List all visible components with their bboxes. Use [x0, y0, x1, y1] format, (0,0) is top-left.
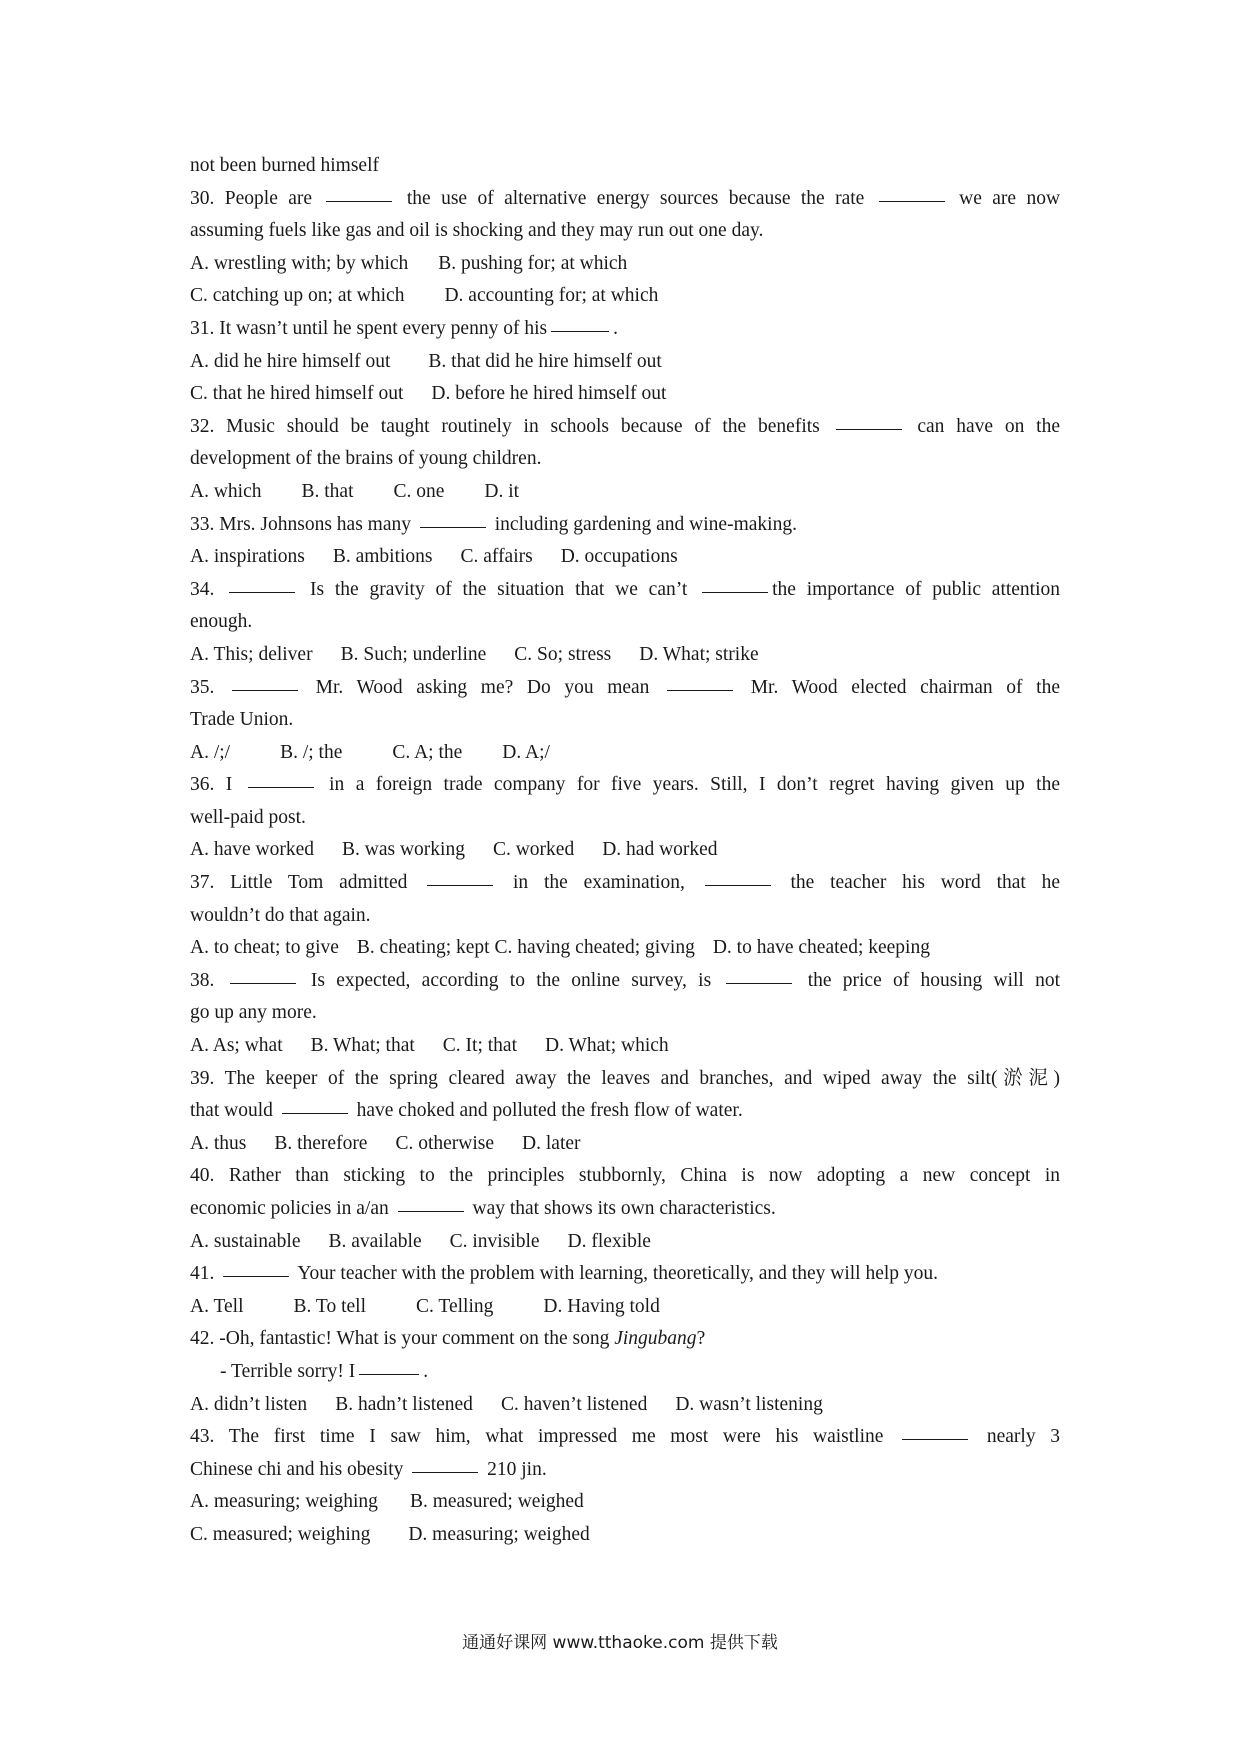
q35-option-b: B. /; the — [280, 741, 343, 763]
q42-option-d: D. wasn’t listening — [675, 1393, 823, 1415]
q40-option-a: A. sustainable — [190, 1230, 301, 1252]
q38-stem-line2 — [190, 997, 1060, 1030]
q39-stem-line2 — [190, 1095, 1060, 1128]
q42-stem-2: - Terrible sorry! I — [220, 1360, 356, 1382]
q40-option-d: D. flexible — [567, 1230, 651, 1252]
q35-stem-line2 — [190, 704, 1060, 737]
q31-option-d: D. before he hired himself out — [431, 383, 667, 405]
q43-stem-line2 — [190, 1454, 1060, 1487]
q43-stem-3: Chinese chi and his obesity — [190, 1458, 404, 1480]
q33-options — [190, 541, 1060, 574]
q39-option-b: B. therefore — [274, 1132, 368, 1154]
q43-stem-4: 210 jin. — [487, 1458, 547, 1480]
answer-blank — [836, 428, 902, 430]
q35-stem-2: Mr. Wood asking me? Do you mean — [315, 676, 650, 698]
q30-stem-line2 — [190, 215, 1060, 248]
q42-options — [190, 1389, 1060, 1422]
q30-stem-3: we are now — [959, 187, 1060, 209]
q40-option-c: C. invisible — [449, 1230, 540, 1252]
q38-options — [190, 1030, 1060, 1063]
q33-option-b: B. ambitions — [332, 546, 433, 568]
q38-stem-3: the price of housing will not — [807, 969, 1060, 991]
q38-stem-1: 38. — [190, 969, 215, 991]
q40-stem-line2 — [190, 1193, 1060, 1226]
q35-stem-3: Mr. Wood elected chairman of the — [750, 676, 1060, 698]
q32-stem-line2 — [190, 443, 1060, 476]
q39-options — [190, 1128, 1060, 1161]
q43-stem-1: 43. The first time I saw him, what impressed me most were his waistline — [190, 1426, 884, 1448]
q40-stem-1: 40. Rather than sticking to the principles stubbornly, China is now adopting a new concept in — [190, 1165, 1060, 1187]
q35-options — [190, 737, 1060, 770]
q42-question-mark: ? — [696, 1328, 706, 1350]
q41-option-d: D. Having told — [543, 1295, 660, 1317]
q36-option-b: B. was working — [342, 839, 465, 861]
question-40 — [190, 1160, 1060, 1193]
question-41 — [190, 1258, 1060, 1291]
q32-options — [190, 476, 1060, 509]
q35-option-d: D. A;/ — [502, 741, 550, 763]
question-32 — [190, 411, 1060, 444]
q37-stem-3: the teacher his word that he — [790, 872, 1060, 894]
question-31: 31. It wasn’t until he spent every penny of his . — [190, 317, 618, 339]
q43-stem-2: nearly 3 — [986, 1426, 1060, 1448]
q41-option-a: A. Tell — [190, 1295, 244, 1317]
q37-stem-4: wouldn’t do that again. — [190, 904, 371, 926]
q42-reply: - Terrible sorry! I . — [220, 1360, 429, 1382]
q36-stem-3: well-paid post. — [190, 806, 306, 828]
q39-stem-1: 39. The keeper of the spring cleared away the leaves and branches, and wiped away the silt(淤泥) — [190, 1067, 1060, 1089]
q34-stem-2: Is the gravity of the situation that we can’t — [309, 578, 688, 600]
answer-blank — [359, 1373, 419, 1375]
q34-options — [190, 639, 1060, 672]
question-39 — [190, 1063, 1060, 1096]
q38-stem-2: Is expected, according to the online survey, is — [310, 969, 712, 991]
answer-blank — [230, 982, 296, 984]
answer-blank — [229, 591, 295, 593]
q43-options-row1 — [190, 1486, 1060, 1519]
question-36 — [190, 769, 1060, 802]
q30-option-b: B. pushing for; at which — [438, 252, 628, 274]
question-33 — [190, 509, 1060, 542]
question-34 — [190, 574, 1060, 607]
answer-blank — [398, 1210, 464, 1212]
q42-option-a: A. didn’t listen — [190, 1393, 308, 1415]
answer-blank — [420, 526, 486, 528]
q34-option-b: B. Such; underline — [340, 643, 487, 665]
answer-blank — [326, 200, 392, 202]
q39-stem-3: have choked and polluted the fresh flow of water. — [356, 1100, 743, 1122]
q37-stem-1: 37. Little Tom admitted — [190, 872, 408, 894]
q38-option-d: D. What; which — [545, 1035, 669, 1057]
q33-option-a: A. inspirations — [190, 546, 305, 568]
q36-option-a: A. have worked — [190, 839, 314, 861]
answer-blank — [702, 591, 768, 593]
q42-option-c: C. haven’t listened — [500, 1393, 648, 1415]
q43-option-c: C. measured; weighing — [190, 1523, 371, 1545]
q32-option-a: A. which — [190, 480, 262, 502]
q33-option-c: C. affairs — [460, 546, 533, 568]
q40-stem-3: way that shows its own characteristics. — [472, 1198, 776, 1219]
q31-option-b: B. that did he hire himself out — [428, 350, 662, 372]
q31-stem: 31. It wasn’t until he spent every penny of his — [190, 317, 548, 339]
q38-option-c: C. It; that — [442, 1035, 517, 1057]
q36-stem-2: in a foreign trade company for five years. Still, I don’t regret having given up the — [329, 774, 1060, 796]
q34-stem-1: 34. — [190, 578, 215, 600]
q32-option-d: D. it — [484, 480, 520, 502]
question-30 — [190, 183, 1060, 216]
page-footer: 通通好课网 www.tthaoke.com 提供下载 — [462, 1633, 778, 1653]
q32-option-c: C. one — [393, 480, 445, 502]
q35-option-a: A. /;/ — [190, 741, 231, 763]
answer-blank — [705, 884, 771, 886]
q32-option-b: B. that — [301, 480, 354, 502]
q42-song-title: Jingubang — [614, 1328, 697, 1350]
q34-option-d: D. What; strike — [639, 643, 759, 665]
q37-option-a: A. to cheat; to give — [190, 937, 339, 959]
q31-option-c: C. that he hired himself out — [190, 383, 404, 405]
q40-option-b: B. available — [328, 1230, 422, 1252]
q36-option-d: D. had worked — [602, 839, 718, 861]
q32-stem-1: 32. Music should be taught routinely in schools because of the benefits — [190, 415, 820, 437]
answer-blank — [282, 1112, 348, 1114]
q41-option-b: B. To tell — [293, 1295, 367, 1317]
q36-options — [190, 834, 1060, 867]
question-35 — [190, 672, 1060, 705]
q38-option-b: B. What; that — [310, 1035, 415, 1057]
answer-blank — [223, 1275, 289, 1277]
answer-blank — [232, 689, 298, 691]
answer-blank — [726, 982, 792, 984]
q42-stem-1: 42. -Oh, fantastic! What is your comment on the song — [190, 1328, 610, 1350]
q30-stem-4: assuming fuels like gas and oil is shocking and they may run out one day. — [190, 220, 764, 242]
q39-stem-2: that would — [190, 1100, 273, 1122]
q43-options-row2 — [190, 1519, 1060, 1552]
q37-stem-2: in the examination, — [512, 872, 685, 894]
q37-option-d: D. to have cheated; keeping — [712, 937, 930, 959]
q40-options — [190, 1226, 1060, 1259]
answer-blank — [902, 1438, 968, 1440]
text-line — [190, 150, 1060, 183]
q30-option-c: C. catching up on; at which — [190, 285, 405, 307]
answer-blank — [879, 200, 945, 202]
q39-option-d: D. later — [522, 1132, 581, 1154]
q34-stem-3: the importance of public attention — [772, 578, 1060, 600]
q41-option-c: C. Telling — [416, 1295, 494, 1317]
q34-stem-line2 — [190, 606, 1060, 639]
q33-stem-1: 33. Mrs. Johnsons has many — [190, 513, 412, 535]
q42-option-b: B. hadn’t listened — [335, 1393, 473, 1415]
q34-option-a: A. This; deliver — [190, 643, 313, 665]
q40-stem-2: economic policies in a/an — [190, 1198, 389, 1219]
q43-option-a: A. measuring; weighing — [190, 1491, 378, 1513]
q31-options-row2 — [190, 378, 1060, 411]
q35-option-c: C. A; the — [392, 741, 463, 763]
q30-stem-2: the use of alternative energy sources because the rate — [406, 187, 865, 209]
q30-stem-1: 30. People are — [190, 187, 313, 209]
question-38 — [190, 965, 1060, 998]
exam-page — [190, 150, 1060, 1552]
q38-option-a: A. As; what — [190, 1035, 283, 1057]
q36-stem-line2 — [190, 802, 1060, 835]
line-text: not been burned himself — [190, 155, 379, 176]
q31-option-a: A. did he hire himself out — [190, 350, 391, 372]
q43-option-b: B. measured; weighed — [409, 1491, 584, 1513]
answer-blank — [412, 1471, 478, 1473]
q35-stem-1: 35. — [190, 676, 215, 698]
question-43 — [190, 1421, 1060, 1454]
q30-options-row2 — [190, 280, 1060, 313]
q34-option-c: C. So; stress — [514, 643, 612, 665]
q33-option-d: D. occupations — [560, 546, 678, 568]
answer-blank — [427, 884, 493, 886]
q41-stem-1: 41. — [190, 1263, 215, 1285]
question-37 — [190, 867, 1060, 900]
q31-options-row1 — [190, 346, 1060, 379]
q35-stem-4: Trade Union. — [190, 709, 294, 731]
answer-blank — [551, 330, 609, 332]
q41-stem-2: Your teacher with the problem with learning, theoretically, and they will help you. — [297, 1263, 939, 1285]
q32-stem-3: development of the brains of young children. — [190, 448, 542, 470]
q30-option-d: D. accounting for; at which — [444, 285, 659, 307]
q41-options — [190, 1291, 1060, 1324]
q34-stem-4: enough. — [190, 611, 253, 633]
q36-stem-1: 36. I — [190, 774, 233, 796]
q38-stem-4: go up any more. — [190, 1002, 317, 1024]
q30-option-a: A. wrestling with; by which — [190, 252, 409, 274]
q33-stem-2: including gardening and wine-making. — [494, 513, 797, 535]
q37-options — [190, 932, 1060, 965]
q39-option-a: A. thus — [190, 1132, 247, 1154]
q39-option-c: C. otherwise — [395, 1132, 495, 1154]
question-42 — [190, 1323, 1060, 1356]
answer-blank — [667, 689, 733, 691]
q30-options-row1 — [190, 248, 1060, 281]
q37-option-b-c: B. cheating; kept C. having cheated; giving — [356, 937, 695, 959]
q43-option-d: D. measuring; weighed — [408, 1523, 590, 1545]
q37-stem-line2 — [190, 900, 1060, 933]
answer-blank — [248, 786, 314, 788]
q36-option-c: C. worked — [492, 839, 575, 861]
q32-stem-2: can have on the — [917, 415, 1060, 437]
